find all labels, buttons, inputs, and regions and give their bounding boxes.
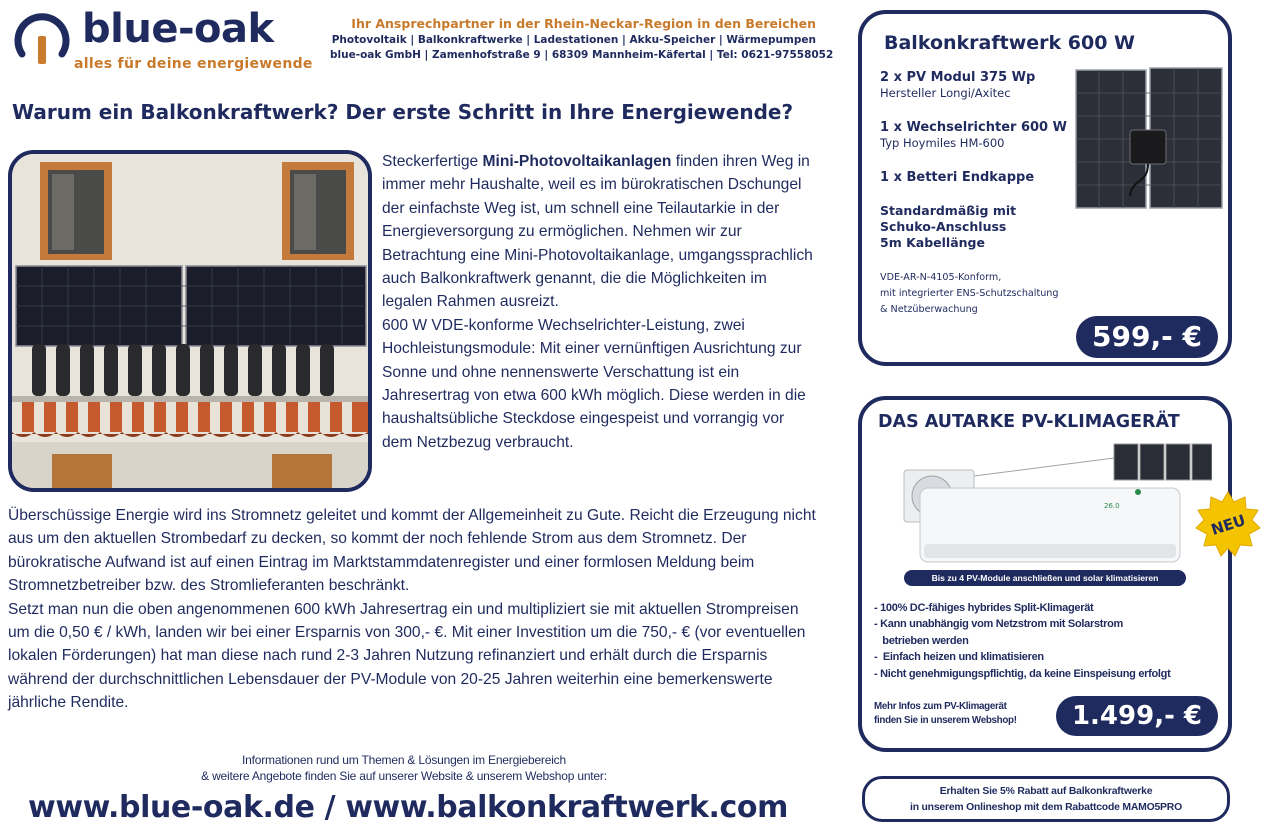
spec-connector-line-3: 5m Kabellänge (880, 235, 985, 250)
spec-endcap-title: 1 x Betteri Endkappe (880, 170, 1035, 185)
spec-inverter-type: Typ Hoymiles HM-600 (880, 136, 1005, 150)
header-services-line: Photovoltaik | Balkonkraftwerke | Ladestationen | Akku-Speicher | Wärmepumpen (331, 34, 816, 46)
spec-connector (880, 202, 1016, 250)
spec-endcap (880, 170, 1034, 185)
spec-compliance-line-3: & Netzüberwachung (880, 304, 978, 315)
ac-display: 26.0 (1104, 502, 1120, 510)
intro-p1-highlight: Mini-Photovoltaikanlagen (482, 153, 672, 170)
logo-mark-icon (14, 10, 70, 66)
intro-paragraph-2: 600 W VDE-konforme Wechselrichter-Leistung, zwei Hochleistungsmodule: Mit einer vernünftigen Ausrichtung zur Sonne und ohne nennenswerte Verschattung ist ein Jahresertrag von etwa 600 kWh möglich. Diese werden in die haushaltsübliche Steckdose eingespeist und vorrangig vor dem Netzbezug verbraucht. (382, 316, 806, 451)
balkonkraftwerk-offer-card (858, 10, 1232, 366)
footer-info (0, 752, 808, 784)
footer-website-links[interactable]: www.blue-oak.de / www.balkonkraftwerk.com (28, 790, 788, 825)
logo-tagline: alles für deine energiewende (74, 56, 313, 72)
webshop-hint[interactable] (874, 700, 1017, 728)
pv-klimageraet-card (858, 396, 1248, 752)
feature-item: - Kann unabhängig vom Netzstrom mit Solarstrom (874, 618, 1124, 631)
balcony-solar-illustration (12, 154, 368, 488)
feature-item: betrieben werden (874, 634, 969, 647)
intro-paragraph-1 (382, 150, 818, 314)
header-region-line: Ihr Ansprechpartner in der Rhein-Neckar-Region in den Bereichen (351, 16, 816, 31)
intro-p1-start: Steckerfertige (382, 153, 483, 170)
intro-p1-rest: finden ihren Weg in immer mehr Haushalte, weil es im bürokratischen Dschungel der einfachste Weg ist, um schnell eine Teilautarkie in der Energieversorgung zu ermöglichen. Nehmen wir zur Betrachtung eine Mini-Photovoltaikanlage, umgangssprachlich auch Balkonkraftwerk genannt, die die Möglichkeiten im legalen Rahmen ausreizt. (382, 153, 813, 311)
logo-wordmark: blue-oak (82, 6, 274, 52)
spec-compliance (880, 270, 1058, 318)
main-heading: Warum ein Balkonkraftwerk? Der erste Schritt in Ihre Energiewende? (12, 100, 794, 124)
spec-compliance-line-2: mit integrierter ENS-Schutzschaltung (880, 288, 1059, 299)
klimageraet-features (874, 600, 1234, 682)
offer-price: 599,- € (1076, 316, 1218, 358)
feature-item: - Nicht genehmigungspflichtig, da keine Einspeisung erfolgt (874, 667, 1171, 680)
discount-line-1: Erhalten Sie 5% Rabatt auf Balkonkraftwerke (939, 786, 1153, 797)
footer-info-line-2: & weitere Angebote finden Sie auf unserer Website & unserem Webshop unter: (201, 769, 607, 783)
header-contact-block (330, 16, 834, 61)
new-badge (1194, 490, 1262, 558)
feature-item: - Einfach heizen und klimatisieren (874, 651, 1044, 664)
solar-panels-inverter-icon (1074, 66, 1224, 216)
air-conditioner-illustration (902, 440, 1212, 572)
awning (12, 402, 368, 437)
feature-item: - 100% DC-fähiges hybrides Split-Klimagerät (874, 602, 1094, 614)
discount-code-box (862, 776, 1230, 822)
webshop-hint-line-1: Mehr Infos zum PV-Klimagerät (874, 701, 1007, 712)
offer-title: Balkonkraftwerk 600 W (884, 32, 1135, 54)
spec-pv-modules (880, 70, 1035, 100)
spec-inverter-title: 1 x Wechselrichter 600 W (880, 120, 1067, 135)
details-paragraph-1: Überschüssige Energie wird ins Stromnetz geleitet und kommt der Allgemeinheit zu Gute. Reicht die Erzeugung nicht aus um den aktuellen Strombedarf zu decken, so kommt der noch fehlende Strom aus dem Stromnetz. Der bürokratische Aufwand ist auf einen Eintrag im Marktstammdatenregister und einer formlosen Meldung beim Stromnetzbetreiber bzw. des Stromlieferanten beschränkt. (8, 507, 816, 595)
blue-oak-logo (12, 6, 312, 70)
spec-inverter (880, 120, 1067, 150)
balcony-photo (8, 150, 372, 492)
spec-compliance-line-1: VDE-AR-N-4105-Konform, (880, 272, 1002, 283)
spec-pv-modules-title: 2 x PV Modul 375 Wp (880, 70, 1036, 85)
intro-text (382, 150, 818, 454)
details-paragraph-2: Setzt man nun die oben angenommenen 600 kWh Jahresertrag ein und multipliziert sie mit aktuellen Strompreisen um die 0,50 € / kWh, landen wir bei einer Ersparnis von 300,- €. Mit einer Investition um die 750,- € (vor eventuellen lokalen Förderungen) hat man diese nach rund 2-3 Jahren Nutzung refinanziert und erhält durch die Ersparnis während der durchschnittlichen Lebensdauer der PV-Module von 20-25 Jahren weiterhin eine bemerkenswerte jährliche Rendite. (8, 600, 806, 712)
webshop-hint-line-2: finden Sie in unserem Webshop! (874, 715, 1017, 726)
discount-line-2: in unserem Onlineshop mit dem Rabattcode MAMO5PRO (910, 802, 1182, 813)
spec-pv-modules-maker: Hersteller Longi/Axitec (880, 86, 1011, 100)
spec-connector-line-1: Standardmäßig mit (880, 203, 1017, 218)
klimageraet-title: DAS AUTARKE PV-KLIMAGERÄT (878, 412, 1180, 432)
footer-info-line-1: Informationen rund um Themen & Lösungen im Energiebereich (242, 753, 566, 767)
spec-connector-line-2: Schuko-Anschluss (880, 219, 1007, 234)
new-badge-label: NEU (1208, 510, 1248, 539)
header-address-line: blue-oak GmbH | Zamenhofstraße 9 | 68309 Mannheim-Käfertal | Tel: 0621-97558052 (330, 49, 834, 61)
klimageraet-caption: Bis zu 4 PV-Module anschließen und solar klimatisieren (904, 570, 1186, 586)
klimageraet-price: 1.499,- € (1056, 696, 1218, 736)
details-text (8, 504, 818, 715)
